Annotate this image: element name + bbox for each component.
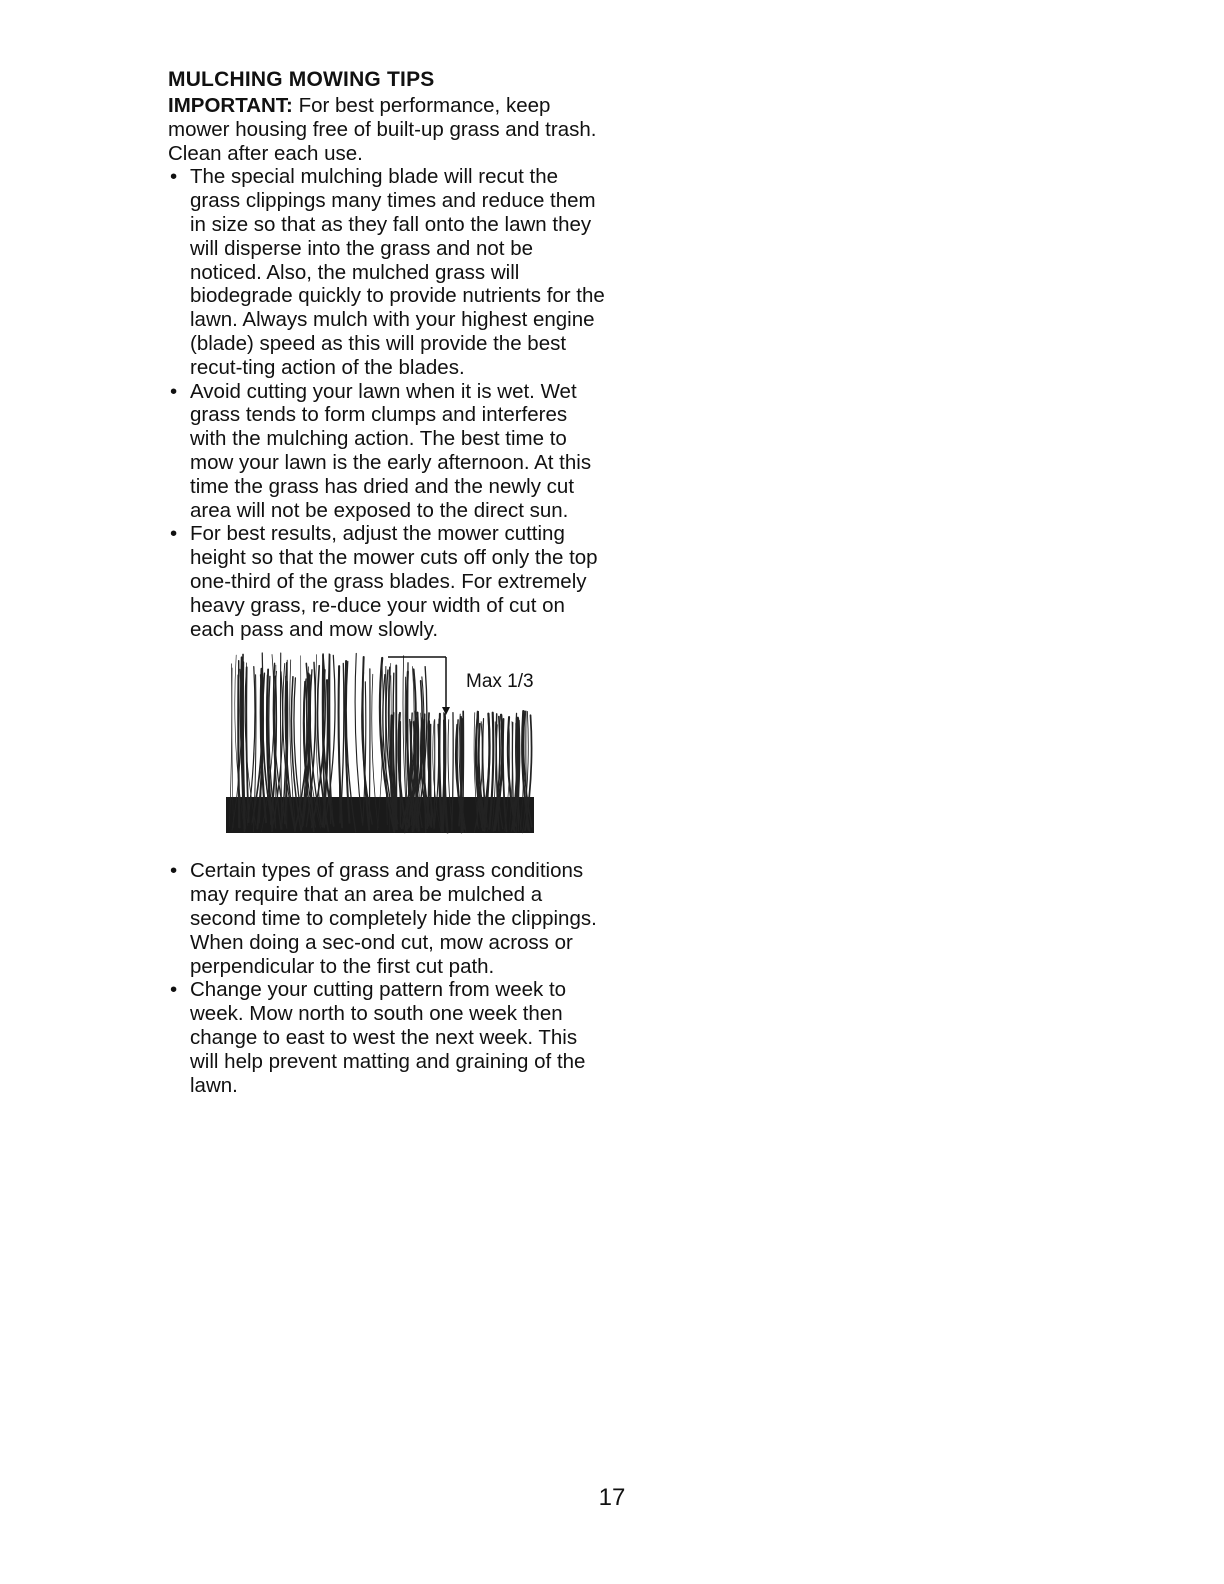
important-label: IMPORTANT:: [168, 94, 293, 117]
tip-item: • For best results, adjust the mower cutting height so that the mower cuts off only the top one-third of the grass blades. For extremely heavy grass, re-duce your width of cut on each pass and mow slowly.: [168, 522, 608, 641]
grass-blade: [300, 656, 301, 825]
tips-list-bottom: [168, 859, 608, 1097]
grass-blade: [243, 662, 245, 829]
grass-illustration: [224, 647, 604, 835]
tip-item: • The special mulching blade will recut the grass clippings many times and reduce them in size so that as they fall onto the lawn they will disperse into the grass and not be noticed. Also, the mulched grass will biodegrade quickly to provide nutrients for the lawn. Always mulch with your highest engine (blade) speed as this will provide the best recut-ting action of the blades.: [168, 165, 608, 379]
important-note: [168, 94, 608, 165]
grass-cut-height-figure: [224, 647, 604, 835]
tip-item: • Change your cutting pattern from week to week. Mow north to south one week then change to east to west the next week. This will help prevent matting and graining of the lawn.: [168, 978, 608, 1097]
tip-item: • Certain types of grass and grass conditions may require that an area be mulched a second time to completely hide the clippings. When doing a sec-ond cut, mow across or perpendicular to the first cut path.: [168, 859, 608, 978]
section-heading: MULCHING MOWING TIPS: [168, 68, 435, 91]
short-grass-blades: [391, 711, 532, 833]
tall-grass-blades: [229, 653, 427, 832]
arrow-head-icon: [442, 707, 450, 715]
grass-blade: [452, 713, 453, 831]
content-column: [168, 68, 608, 1097]
grass-blade: [369, 669, 370, 828]
grass-blade: [424, 714, 425, 832]
max-one-third-label: Max 1/3: [466, 671, 534, 693]
important-text: For best performance, keep mower housing free of built-up grass and trash. Clean after each use.: [168, 94, 597, 165]
tips-list-top: [168, 165, 608, 641]
tip-item: • Avoid cutting your lawn when it is wet. Wet grass tends to form clumps and interferes with the mulching action. The best time to mow your lawn is the early afternoon. At this time the grass has dried and the newly cut area will not be exposed to the direct sun.: [168, 380, 608, 523]
grass-blade: [431, 725, 432, 827]
grass-blade: [434, 720, 435, 829]
grass-blade: [330, 655, 331, 824]
page-number: 17: [598, 1484, 626, 1511]
